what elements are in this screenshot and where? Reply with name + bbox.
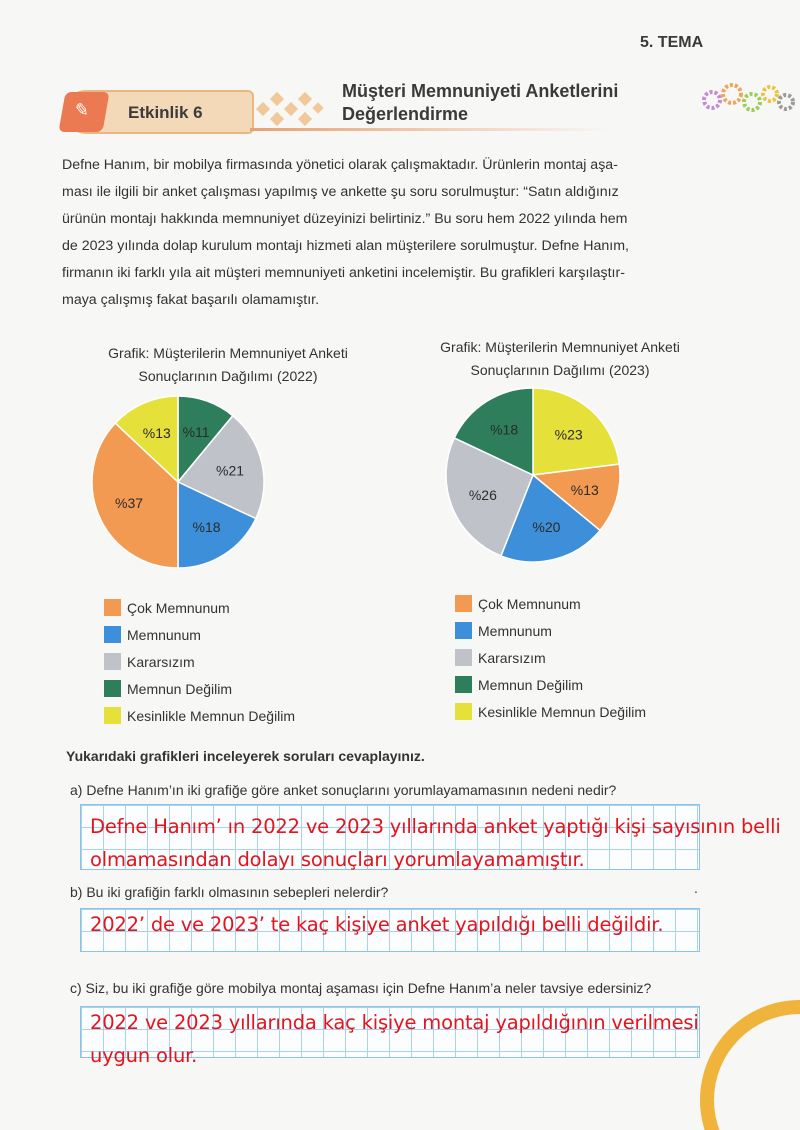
gears-icon [700, 80, 795, 116]
legend-item: Kesinlikle Memnun Değilim [104, 702, 295, 729]
pie-slice-label-3: %26 [468, 486, 497, 503]
chart-2023-title: Grafik: Müşterilerin Memnuniyet Anketi Sonuçlarının Dağılımı (2023) [440, 339, 680, 378]
pie-slice-label-2: %18 [192, 519, 221, 536]
questions-heading: Yukarıdaki grafikleri inceleyerek soruları cevaplayınız. [66, 748, 425, 764]
legend-2023 [455, 590, 646, 725]
legend-item: Kesinlikle Memnun Değilim [455, 698, 646, 725]
legend-item: Memnunum [104, 621, 295, 648]
legend-item: Memnun Değilim [104, 675, 295, 702]
pie-slice-label-0: %23 [554, 426, 583, 443]
activity-title: Müşteri Memnuniyeti Anketlerini Değerlendirme [342, 81, 619, 124]
swatch-memnun-degilim [455, 676, 472, 693]
activity-label: Etkinlik 6 [128, 103, 203, 122]
pie-slice-label-4: %13 [142, 425, 171, 442]
legend-item: Çok Memnunum [455, 590, 646, 617]
legend-2022 [104, 594, 295, 729]
swatch-kararsizim [104, 653, 121, 670]
pie-chart-2022 [88, 392, 268, 572]
pie-slice-label-1: %13 [570, 482, 599, 499]
theme-label: 5. TEMA [640, 34, 704, 51]
decorative-arc [700, 1000, 800, 1130]
swatch-memnunum [455, 622, 472, 639]
swatch-memnun-degilim [104, 680, 121, 697]
legend-item: Memnunum [455, 617, 646, 644]
chart-2022-title: Grafik: Müşterilerin Memnuniyet Anketi Sonuçlarının Dağılımı (2022) [108, 345, 348, 384]
title-underline [250, 128, 610, 131]
pie-slice-label-0: %11 [182, 423, 210, 440]
swatch-kararsizim [455, 649, 472, 666]
swatch-kesinlikle [104, 707, 121, 724]
answer-a: Defne Hanım’ ın 2022 ve 2023 yıllarında anket yaptığı kişi sayısının belli olmamasından dolayı sonuçları yorumlayamamıştır. [90, 815, 781, 871]
legend-item: Kararsızım [455, 644, 646, 671]
pie-slice-label-1: %21 [216, 462, 245, 479]
question-c: c) Siz, bu iki grafiğe göre mobilya montaj aşaması için Defne Hanım’a neler tavsiye edersiniz? [70, 980, 652, 996]
intro-paragraph: Defne Hanım, bir mobilya firmasında yönetici olarak çalışmaktadır. Ürünlerin montaj aşa- ması ile ilgili bir anket çalışması yapılmış ve ankette şu soru sorulmuştur: “Satın aldığınız ürünün montajı hakkında memnuniyet düzeyinizi belirtiniz.” Bu soru hem 2022 yılında hem de 2023 yılında dolap kurulum montajı hizmeti alan müşterilere sorulmuştur. Defne Hanım, firmanın iki farklı yıla ait müşteri memnuniyeti anketini incelemiştir. Bu grafikleri karşılaştır- maya çalışmış fakat başarılı olamamıştır. [62, 157, 629, 308]
pie-slice-label-4: %18 [490, 421, 519, 438]
question-a: a) Defne Hanım’ın iki grafiğe göre anket sonuçlarını yorumlayamamasının nedeni nedir? [70, 782, 617, 798]
legend-item: Kararsızım [104, 648, 295, 675]
answer-b: 2022’ de ve 2023’ te kaç kişiye anket yapıldığı belli değildir. [90, 913, 664, 936]
pie-chart-2023 [442, 384, 624, 566]
pie-slice-label-2: %20 [532, 519, 561, 536]
swatch-cok-memnunum [455, 595, 472, 612]
answer-c: 2022 ve 2023 yıllarında kaç kişiye montaj yapıldığının verilmesi uygun olur. [90, 1011, 699, 1067]
swatch-cok-memnunum [104, 599, 121, 616]
question-b: b) Bu iki grafiğin farklı olmasının sebepleri nelerdir? [70, 884, 389, 900]
legend-item: Çok Memnunum [104, 594, 295, 621]
pencil-icon: ✎ [58, 92, 109, 132]
pie-slice-label-3: %37 [115, 495, 144, 512]
swatch-kesinlikle [455, 703, 472, 720]
legend-item: Memnun Değilim [455, 671, 646, 698]
swatch-memnunum [104, 626, 121, 643]
